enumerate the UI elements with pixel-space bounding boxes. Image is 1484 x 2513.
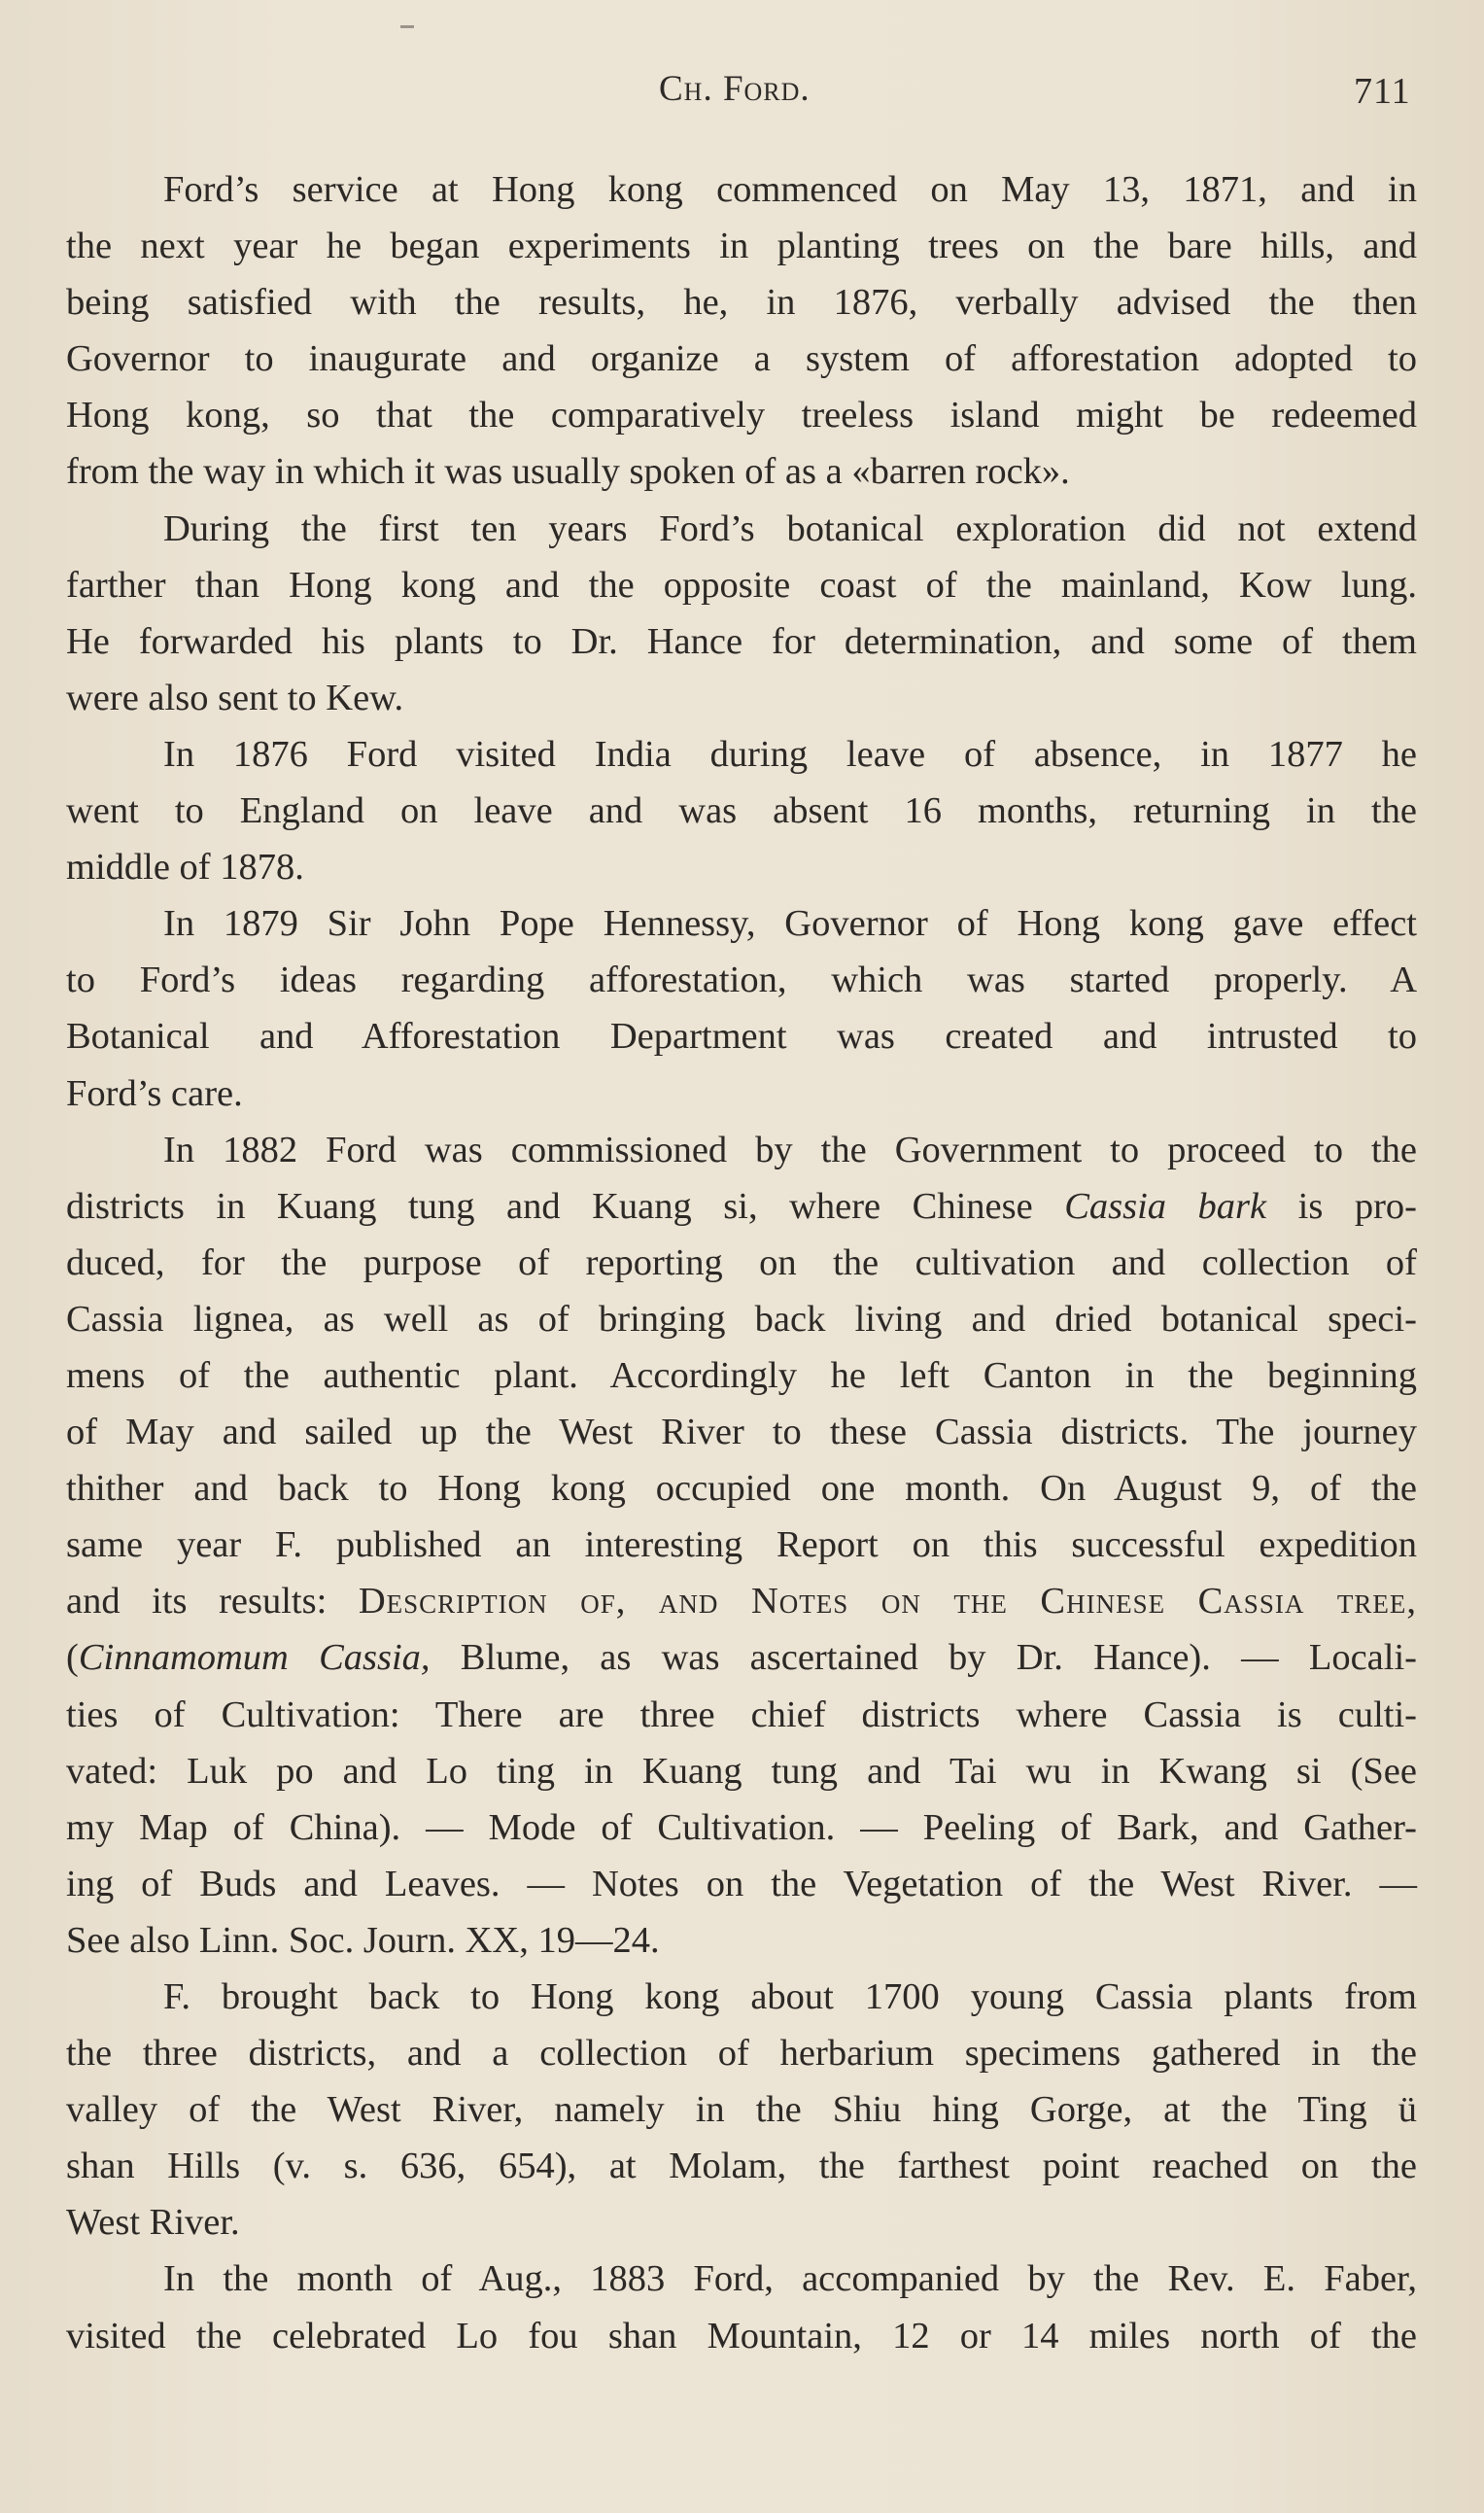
text-line: to Ford’s ideas regarding afforestation, which was started properly. A [66,960,1417,1001]
text-line: (Cinnamomum Cassia, Blume, as was ascertained by Dr. Hance). — Locali- [66,1637,1417,1679]
text-line: valley of the West River, namely in the Shiu hing Gorge, at the Ting ü [66,2089,1417,2131]
text-line: In the month of Aug., 1883 Ford, accompanied by the Rev. E. Faber, [163,2258,1417,2300]
body-text [66,161,1417,2364]
text-line: ties of Cultivation: There are three chief districts where Cassia is culti- [66,1693,1417,1735]
text-line: In 1879 Sir John Pope Hennessy, Governor of Hong kong gave effect [163,903,1417,945]
paragraph [66,1969,1417,2251]
running-head: Ch. Ford. [659,69,811,109]
text-line: went to England on leave and was absent 16 months, returning in the [66,790,1417,832]
text-line: In 1882 Ford was commissioned by the Government to proceed to the [163,1129,1417,1170]
text-line: of May and sailed up the West River to these Cassia districts. The journey [66,1412,1417,1453]
text-line: vated: Luk po and Lo ting in Kuang tung and Tai wu in Kwang si (See [66,1750,1417,1792]
text-line: districts in Kuang tung and Kuang si, where Chinese Cassia bark is pro- [66,1185,1417,1227]
text-line: visited the celebrated Lo fou shan Mountain, 12 or 14 miles north of the [66,2315,1417,2356]
paragraph [66,895,1417,1121]
text-line: He forwarded his plants to Dr. Hance for determination, and some of them [66,620,1417,662]
paragraph [66,726,1417,895]
text-line: Botanical and Afforestation Department was created and intrusted to [66,1016,1417,1058]
text-line: farther than Hong kong and the opposite coast of the mainland, Kow lung. [66,564,1417,606]
paragraph [66,161,1417,501]
text-line: and its results: Description of, and Notes on the Chinese Cassia tree, [66,1581,1417,1623]
text-line: thither and back to Hong kong occupied one month. On August 9, of the [66,1468,1417,1510]
italic-term: Cassia bark [1064,1185,1267,1227]
paragraph [66,501,1417,726]
text-line: Hong kong, so that the comparatively treeless island might be redeemed [66,395,1417,436]
paragraph [66,2251,1417,2363]
italic-term: Cinnamomum Cassia, [78,1637,431,1679]
text-line: See also Linn. Soc. Journ. XX, 19—24. [66,1919,660,1961]
page-mark [400,25,414,28]
text-line: shan Hills (v. s. 636, 654), at Molam, the farthest point reached on the [66,2146,1417,2187]
text-line: In 1876 Ford visited India during leave of absence, in 1877 he [163,733,1417,775]
text-line: ing of Buds and Leaves. — Notes on the Vegetation of the West River. — [66,1863,1417,1904]
text-line: middle of 1878. [66,847,304,889]
text-line: same year F. published an interesting Report on this successful expedition [66,1524,1417,1566]
text-line: duced, for the purpose of reporting on the cultivation and collection of [66,1241,1417,1283]
text-line: During the first ten years Ford’s botanical exploration did not extend [163,507,1417,549]
paragraph [66,1122,1417,1969]
text-line: Ford’s care. [66,1072,243,1114]
page-number: 711 [1354,71,1411,112]
text-line: being satisfied with the results, he, in 1876, verbally advised the then [66,282,1417,324]
text-line: Cassia lignea, as well as of bringing back living and dried botanical speci- [66,1298,1417,1340]
text-line: West River. [66,2202,240,2244]
text-line: were also sent to Kew. [66,677,404,718]
text-line: the three districts, and a collection of herbarium specimens gathered in the [66,2033,1417,2075]
text-line: from the way in which it was usually spoken of as a «barren rock». [66,451,1070,493]
text-line: F. brought back to Hong kong about 1700 young Cassia plants from [163,1976,1417,2017]
text-line: Governor to inaugurate and organize a system of afforestation adopted to [66,338,1417,380]
text-line: Ford’s service at Hong kong commenced on May 13, 1871, and in [163,169,1417,210]
text-line: the next year he began experiments in planting trees on the bare hills, and [66,226,1417,267]
text-line: my Map of China). — Mode of Cultivation. — Peeling of Bark, and Gather- [66,1806,1417,1848]
small-caps-title: Description of, and Notes on the Chinese Cassia tree, [358,1581,1417,1623]
text-line: mens of the authentic plant. Accordingly he left Canton in the beginning [66,1354,1417,1396]
